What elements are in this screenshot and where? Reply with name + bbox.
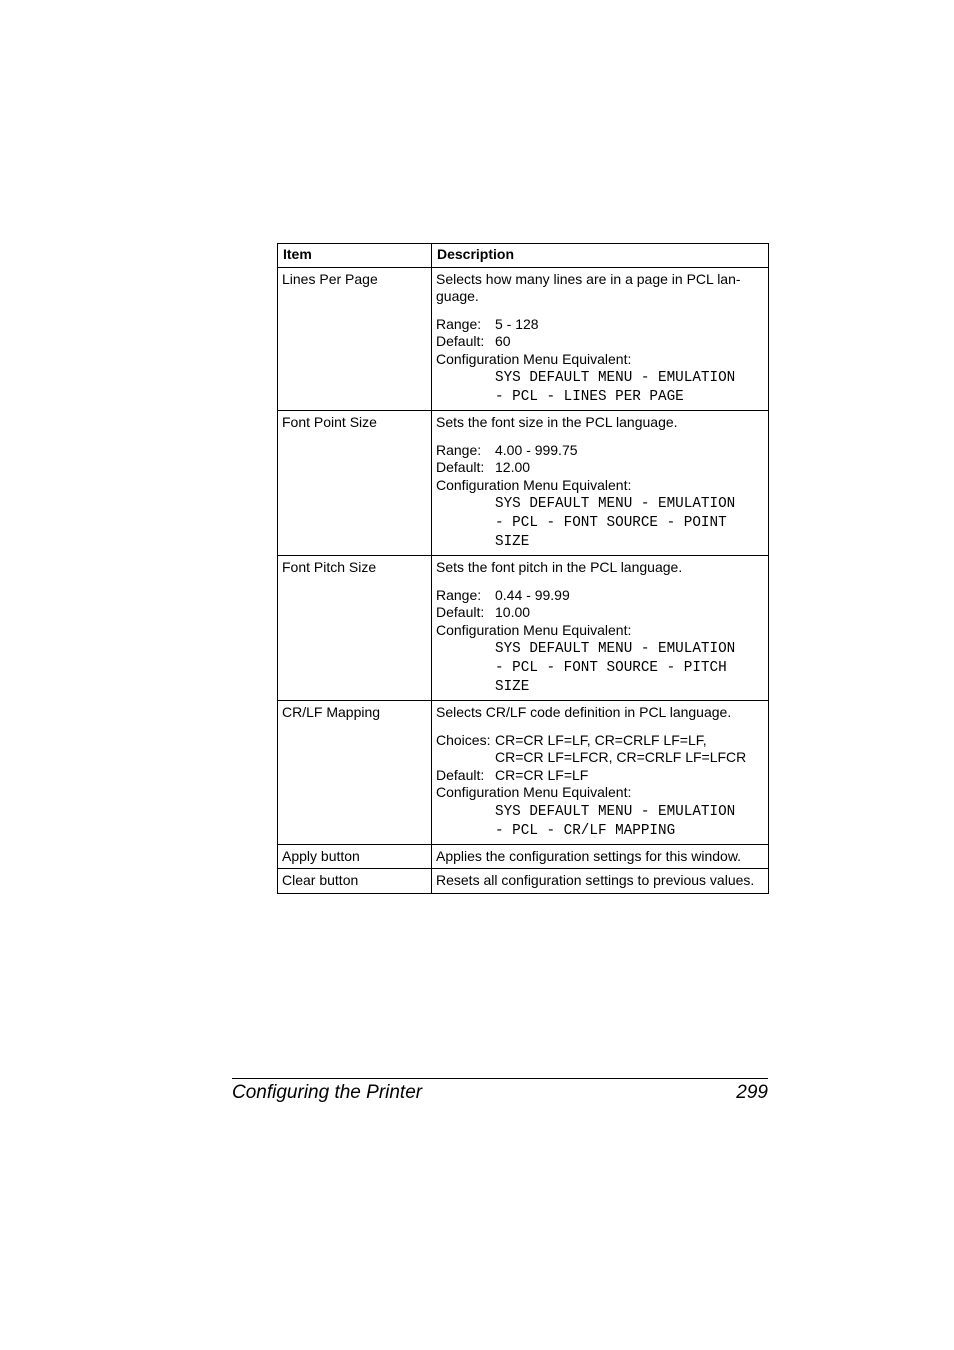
- default-label: Default:: [436, 459, 485, 475]
- row-summary: [436, 704, 766, 722]
- range-label: Range:: [436, 441, 482, 458]
- range-line: [436, 316, 766, 334]
- default-value: 12.00: [495, 459, 531, 475]
- settings-details: [436, 442, 766, 553]
- range-value: 4.00 - 999.75: [495, 441, 578, 458]
- settings-details: [436, 732, 766, 841]
- default-value: CR=CR LF=LF: [495, 766, 589, 783]
- menu-path: [436, 369, 766, 407]
- summary-line: guage.: [436, 288, 479, 304]
- menu-path-line: SYS DEFAULT MENU - EMULATION: [495, 370, 736, 386]
- summary-line: Selects CR/LF code definition in PCL language.: [436, 704, 732, 720]
- range-value: 0.44 - 99.99: [495, 586, 570, 603]
- menu-path-line: - PCL - FONT SOURCE - POINT: [495, 515, 727, 531]
- footer-divider: [232, 1078, 768, 1079]
- range-line: [436, 587, 766, 605]
- default-label: Default:: [436, 766, 485, 783]
- description-cell: [432, 701, 769, 845]
- description-cell: [432, 411, 769, 556]
- menu-path: [436, 495, 766, 552]
- column-header-description: Description: [432, 244, 769, 268]
- menu-path-line: SIZE: [495, 534, 530, 550]
- item-cell: Font Point Size: [278, 411, 432, 556]
- footer-title: Configuring the Printer: [232, 1082, 423, 1103]
- table-row: [278, 267, 769, 411]
- menu-path-line: - PCL - FONT SOURCE - PITCH: [495, 660, 727, 676]
- menu-path-line: SYS DEFAULT MENU - EMULATION: [495, 641, 736, 657]
- default-label: Default:: [436, 333, 485, 349]
- table-row: [278, 701, 769, 845]
- summary-line: Sets the font size in the PCL language.: [436, 414, 678, 430]
- menu-path: [436, 803, 766, 841]
- row-summary: [436, 414, 766, 432]
- menu-equivalent-label: Configuration Menu Equivalent:: [436, 784, 632, 800]
- default-line: [436, 459, 766, 477]
- table-row: [278, 411, 769, 556]
- item-cell: Lines Per Page: [278, 267, 432, 411]
- choices-value: CR=CR LF=LF, CR=CRLF LF=LF,: [495, 731, 707, 748]
- default-line: [436, 767, 766, 785]
- settings-details: [436, 316, 766, 408]
- settings-table: [277, 243, 769, 894]
- menu-path-line: - PCL - CR/LF MAPPING: [495, 822, 676, 839]
- table-row: [278, 556, 769, 701]
- summary-line: Applies the configuration settings for this window.: [436, 847, 742, 864]
- settings-details: [436, 587, 766, 698]
- menu-path-line: - PCL - LINES PER PAGE: [495, 389, 684, 405]
- range-value: 5 - 128: [495, 315, 539, 332]
- item-cell: Apply button: [278, 844, 432, 869]
- row-summary: [436, 559, 766, 577]
- column-header-item: Item: [278, 244, 432, 268]
- table-header-row: [278, 244, 769, 268]
- range-label: Range:: [436, 315, 482, 332]
- range-label: Range:: [436, 586, 482, 603]
- summary-line: Sets the font pitch in the PCL language.: [436, 559, 683, 575]
- row-summary: [436, 271, 766, 306]
- menu-path-line: SYS DEFAULT MENU - EMULATION: [495, 496, 736, 512]
- default-line: [436, 333, 766, 351]
- description-cell: [432, 869, 769, 894]
- description-cell: [432, 844, 769, 869]
- menu-path-line: SIZE: [495, 679, 530, 695]
- default-value: 10.00: [495, 604, 531, 620]
- menu-equivalent-label: Configuration Menu Equivalent:: [436, 350, 632, 367]
- menu-equivalent-label: Configuration Menu Equivalent:: [436, 621, 632, 638]
- choices-label: Choices:: [436, 731, 491, 748]
- menu-path: [436, 640, 766, 697]
- item-cell: Font Pitch Size: [278, 556, 432, 701]
- description-cell: [432, 267, 769, 411]
- menu-equivalent-label: Configuration Menu Equivalent:: [436, 476, 632, 493]
- menu-path-line: SYS DEFAULT MENU - EMULATION: [495, 803, 736, 820]
- summary-line: Selects how many lines are in a page in PCL lan-: [436, 270, 741, 287]
- range-line: [436, 442, 766, 460]
- summary-line: Resets all configuration settings to previous values.: [436, 872, 755, 888]
- table-row: [278, 844, 769, 869]
- default-label: Default:: [436, 604, 485, 620]
- item-cell: Clear button: [278, 869, 432, 894]
- choices-line: [436, 732, 766, 750]
- default-value: 60: [495, 333, 511, 349]
- table-row: [278, 869, 769, 894]
- default-line: [436, 604, 766, 622]
- description-cell: [432, 556, 769, 701]
- choices-value: CR=CR LF=LFCR, CR=CRLF LF=LFCR: [495, 749, 747, 765]
- item-cell: CR/LF Mapping: [278, 701, 432, 845]
- page-number: 299: [736, 1082, 768, 1103]
